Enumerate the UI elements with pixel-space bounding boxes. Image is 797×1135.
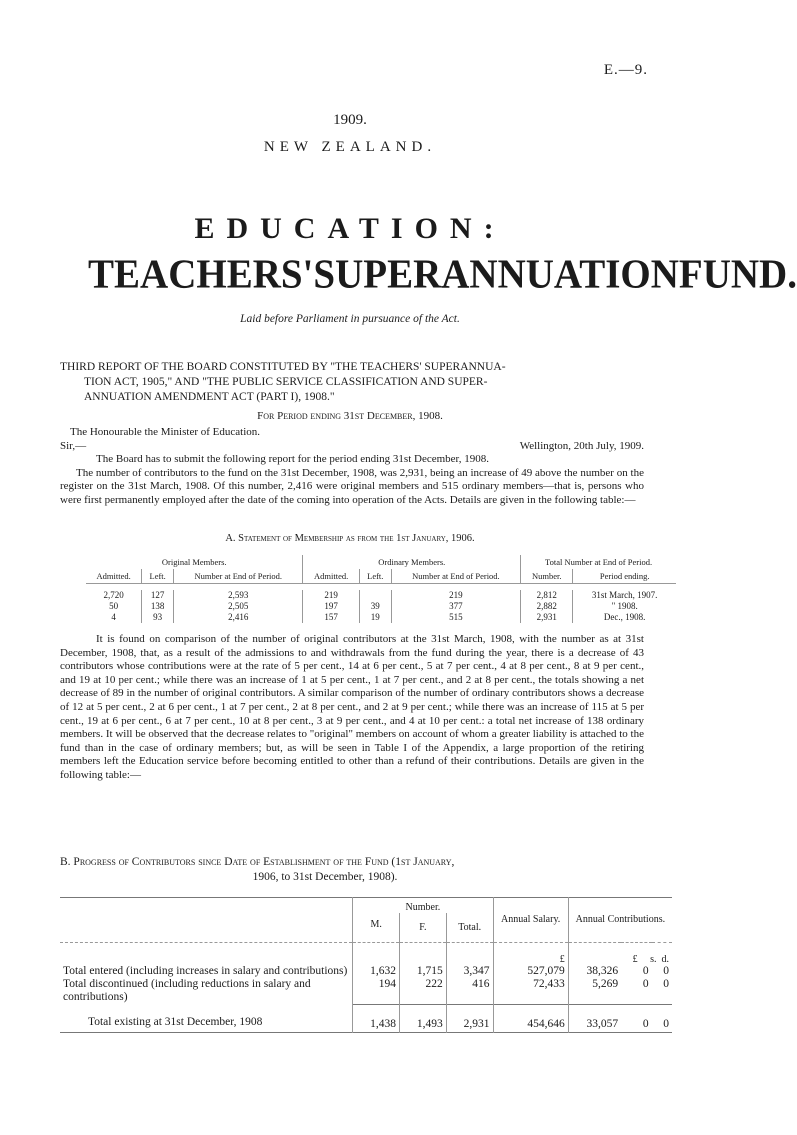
col-header-contributions: Annual Contributions. <box>568 898 672 943</box>
table-b-title-line: 1906, to 31st December, 1908). <box>252 871 398 883</box>
cell: 219 <box>303 590 359 601</box>
cell: 2,416 <box>174 612 303 623</box>
heading-word: TEACHERS' <box>88 251 314 298</box>
report-title-line: ANNUATION AMENDMENT ACT (PART I), 1908." <box>84 391 335 403</box>
heading-fund <box>88 251 797 298</box>
cell: 4 <box>86 612 142 623</box>
cell-shillings: 0 <box>621 1004 651 1033</box>
table-column-header <box>86 569 676 584</box>
cell: 2,593 <box>174 590 303 601</box>
heading-word: FUND. <box>678 251 797 298</box>
table-bottom-rule <box>60 1033 672 1036</box>
cell: 219 <box>391 590 520 601</box>
col-header: Left. <box>142 569 174 584</box>
col-header-m: M. <box>353 913 400 943</box>
col-header-salary: Annual Salary. <box>493 898 568 943</box>
cell <box>359 590 391 601</box>
cell-pence: 0 <box>663 978 669 990</box>
cell: 197 <box>303 601 359 612</box>
progress-table <box>60 897 672 1035</box>
col-header: Number. <box>521 569 573 584</box>
cell-pounds: 5,269 <box>592 978 619 990</box>
report-period: For Period ending 31st December, 1908. <box>257 410 443 422</box>
cell: 31st March, 1907. <box>591 590 658 600</box>
cell-pounds: 38,326 <box>586 965 619 977</box>
paragraph-membership <box>60 453 644 507</box>
report-title-line: TION ACT, 1905," AND "THE PUBLIC SERVICE CLASSIFICATION AND SUPER- <box>84 376 488 388</box>
col-header: Period ending. <box>573 569 676 584</box>
col-header: Number at End of Period. <box>174 569 303 584</box>
cell-shillings: 0 <box>642 978 649 990</box>
report-title-line: THIRD REPORT OF THE BOARD CONSTITUTED BY "THE TEACHERS' SUPERANNUA- <box>60 361 506 373</box>
country-title: NEW ZEALAND. <box>263 139 437 155</box>
cell-pence: 0 <box>652 1004 672 1033</box>
cell: 138 <box>142 601 174 612</box>
cell: 377 <box>391 601 520 612</box>
row-label: Total existing at 31st December, 1908 <box>60 1004 353 1033</box>
table-total-row <box>60 1004 672 1033</box>
table-units-row <box>60 943 672 966</box>
table-b-title <box>60 855 650 885</box>
row-label: Total entered (including increases in salary and contributions) <box>60 965 353 978</box>
heading-education: EDUCATION: <box>194 212 506 245</box>
heading-word: SUPERANNUATION <box>313 251 679 298</box>
group-header-total: Total Number at End of Period. <box>545 557 653 567</box>
report-title <box>60 360 660 405</box>
place-date: Wellington, 20th July, 1909. <box>519 440 644 452</box>
document-reference: E.—9. <box>603 62 648 78</box>
col-header: Admitted. <box>86 569 142 584</box>
group-header-original: Original Members. <box>86 555 303 569</box>
table-b-title-line: B. Progress of Contributors since Date of Establishment of the Fund (1st January, <box>60 856 455 868</box>
cell: 2,812 <box>521 590 573 601</box>
cell-f: 222 <box>400 978 447 1004</box>
paragraph-text: The number of contributors to the fund on the 31st December, 1908, was 2,931, being an increase of 49 above the number on the register on the 31st March, 1908. Of this number, 2,416 were original members and 515 ordinary members—that is, persons who were first permanently employed after the date of the coming into operation of the Acts. Details are given in the following table:— <box>60 466 644 506</box>
cell-shillings: 0 <box>642 965 649 977</box>
paragraph-text: The Board has to submit the following report for the period ending 31st December, 1908. <box>96 453 490 465</box>
unit-salary: £ <box>493 943 568 966</box>
paragraph-comparison: It is found on comparison of the number of original contributors at the 31st March, 1908, with the number as at 31st December, 1908, that, as a result of the admissions to and withdrawals from the fund during the year, there is a decrease of 43 contributors whose contributions were at the rate of 5 per cent., 14 at 6 per cent., 5 at 7 per cent., 4 at 8 per cent., 8 at 9 per cent., and 19 at 10 per cent.; while there was an increase of 1 at 5 per cent., 1 at 7 per cent., and 2 at 8 per cent., the totals showing a net decrease of 89 in the number of original contributors. A similar comparison of the number of ordinary contributors shows a decrease of 12 at 5 per cent., 2 at 6 per cent., 1 at 7 per cent., 2 at 8 per cent., and 2 at 9 per cent.; while there was an increase of 115 at 5 per cent., 19 at 6 per cent., 6 at 7 per cent., 10 at 8 per cent., 3 at 9 per cent., and 4 at 10 per cent.: a total net increase of 138 ordinary members. It will be observed that the decrease relates to "original" members on account of whom a greater liability is attached to the fund than in the case of ordinary members; but, as will be seen in Table I of the Appendix, a large proportion of the retiring members left the Education service before becoming entitled to other than a refund of their contributions. Details are given in the following table:— <box>60 633 644 781</box>
cell-m: 194 <box>353 978 400 1004</box>
table-row <box>86 601 676 612</box>
cell: 157 <box>303 612 359 623</box>
row-label: Total discontinued (including reductions in salary and contributions) <box>60 978 353 1004</box>
table-a-title: A. Statement of Membership as from the 1st January, 1906. <box>225 533 475 544</box>
cell: 2,882 <box>521 601 573 612</box>
cell: 2,505 <box>174 601 303 612</box>
cell-m: 1,438 <box>353 1004 400 1033</box>
cell-salary: 72,433 <box>493 978 568 1004</box>
cell-salary: 454,646 <box>493 1004 568 1033</box>
table-row <box>86 612 676 623</box>
table-row <box>86 590 676 601</box>
col-header: Number at End of Period. <box>391 569 520 584</box>
membership-table <box>86 555 676 623</box>
number-header: Number. <box>353 898 493 914</box>
cell: 2,720 <box>86 590 142 601</box>
cell-f: 1,493 <box>400 1004 447 1033</box>
cell: 39 <box>359 601 391 612</box>
laid-before-note: Laid before Parliament in pursuance of the Act. <box>240 313 460 325</box>
cell: " 1908. <box>611 601 638 611</box>
salutation: Sir,— <box>60 440 87 452</box>
table-group-header <box>86 555 676 569</box>
cell-m: 1,632 <box>353 965 400 978</box>
cell: 2,931 <box>521 612 573 623</box>
document-year: 1909. <box>333 112 367 128</box>
cell-salary: 527,079 <box>493 965 568 978</box>
cell: 19 <box>359 612 391 623</box>
cell: 127 <box>142 590 174 601</box>
cell-pounds: 33,057 <box>568 1004 621 1033</box>
group-header-ordinary: Ordinary Members. <box>303 555 521 569</box>
col-header: Left. <box>359 569 391 584</box>
unit-contributions: £ s. d. <box>568 943 672 966</box>
table-row <box>60 965 672 978</box>
cell: 515 <box>391 612 520 623</box>
cell: 50 <box>86 601 142 612</box>
cell: 93 <box>142 612 174 623</box>
col-header: Admitted. <box>303 569 359 584</box>
col-header-f: F. <box>400 913 447 943</box>
cell-pence: 0 <box>663 965 669 977</box>
cell-f: 1,715 <box>400 965 447 978</box>
addressee: The Honourable the Minister of Education. <box>70 426 261 438</box>
cell-total: 2,931 <box>446 1004 493 1033</box>
cell: Dec., 1908. <box>603 612 646 622</box>
cell-total: 3,347 <box>446 965 493 978</box>
cell-total: 416 <box>446 978 493 1004</box>
table-header-row <box>60 898 672 914</box>
col-header-total: Total. <box>446 913 493 943</box>
table-row <box>60 978 672 1004</box>
